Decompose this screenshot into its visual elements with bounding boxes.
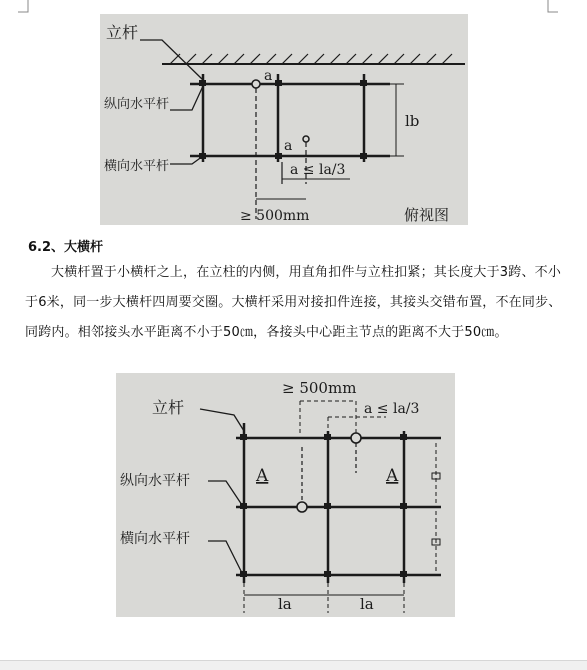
fig2-dim-la2: la: [360, 595, 374, 613]
fig1-label-pole: 立杆: [106, 23, 139, 42]
fig2-label-longitudinal: 纵向水平杆: [120, 473, 190, 489]
fig1-dim-a-le: a ≤ la/3: [290, 162, 346, 178]
fig1-label-longitudinal: 纵向水平杆: [104, 97, 170, 112]
fig1-mark-a1: a: [264, 68, 273, 84]
fig2-dim-500: ≥ 500mm: [282, 379, 357, 397]
fig1-caption: 俯视图: [404, 206, 450, 224]
fig1-dim-500: ≥ 500mm: [240, 208, 310, 224]
figure-elevation-view: [116, 373, 455, 617]
section-heading: 6.2、大横杆: [28, 240, 104, 255]
fig2-mark-A2: A: [386, 466, 399, 486]
fig1-label-transverse: 横向水平杆: [104, 159, 170, 174]
section-paragraph: 大横杆置于小横杆之上，在立柱的内侧，用直角扣件与立柱扣紧；其长度大于3跨、不小于6米，同一步大横杆四周要交圈。大横杆采用对接扣件连接，其接头交错布置，不在同步、同跨内。相邻接头水平距离不小于50㎝，各接头中心距主节点的距离不大于50㎝。: [25, 265, 562, 340]
fig2-dim-la1: la: [278, 595, 292, 613]
fig2-dim-a-le: a ≤ la/3: [364, 401, 420, 417]
figure-top-view: [100, 14, 468, 225]
fig1-dim-lb: lb: [405, 112, 420, 130]
fig2-label-transverse: 横向水平杆: [120, 531, 190, 547]
fig2-label-pole: 立杆: [152, 398, 185, 417]
wall-hatching: [170, 54, 452, 64]
fig1-mark-a2: a: [284, 138, 293, 154]
fig2-mark-A1: A: [256, 466, 269, 486]
